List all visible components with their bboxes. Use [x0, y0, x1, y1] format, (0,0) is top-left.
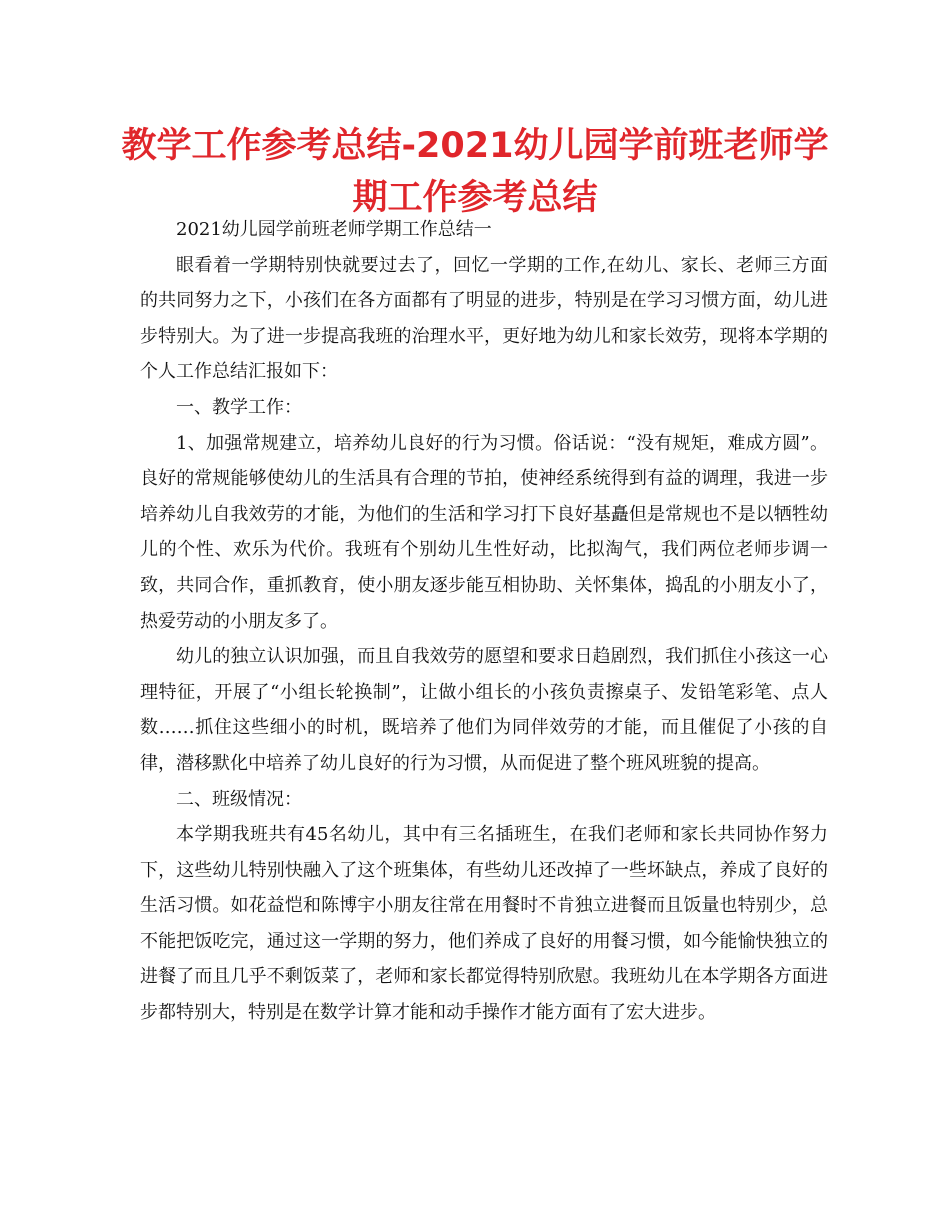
section-heading-class: 二、班级情况：: [176, 788, 302, 810]
paragraph-routine: 1、加强常规建立，培养幼儿良好的行为习惯。俗话说：“没有规矩，难成方圆”。良好的常规能够使幼儿的生活具有合理的节拍，使神经系统得到有益的调理，我进一步培养幼儿自我效劳的才能，为他们的生活和学习打下良好基矗但是常规也不是以牺牲幼儿的个性、欢乐为代价。我班有个别幼儿生性好动，比拟淘气，我们两位老师步调一致，共同合作，重抓教育，使小朋友逐步能互相协助、关怀集体，捣乱的小朋友小了，热爱劳动的小朋友多了。: [140, 432, 828, 632]
document-title: 教学工作参考总结-2021幼儿园学前班老师学期工作参考总结: [121, 126, 829, 218]
paragraph-intro: 眼看着一学期特别快就要过去了，回忆一学期的工作,在幼儿、家长、老师三方面的共同努力之下，小孩们在各方面都有了明显的进步，特别是在学习习惯方面，幼儿进步特别大。为了进一步提高我班的治理水平，更好地为幼儿和家长效劳，现将本学期的个人工作总结汇报如下：: [140, 254, 828, 383]
section-subtitle: 2021幼儿园学前班老师学期工作总结一: [176, 219, 492, 240]
document-body: [140, 212, 828, 1031]
section-heading-teaching: 一、教学工作：: [176, 396, 302, 418]
paragraph-class-situation: 本学期我班共有45名幼儿，其中有三名插班生，在我们老师和家长共同协作努力下，这些幼儿特别快融入了这个班集体，有些幼儿还改掉了一些坏缺点，养成了良好的生活习惯。如花益恺和陈博宇小朋友往常在用餐时不肯独立进餐而且饭量也特别少，总不能把饭吃完，通过这一学期的努力，他们养成了良好的用餐习惯，如今能愉快独立的进餐了而且几乎不剩饭菜了，老师和家长都觉得特别欣慰。我班幼儿在本学期各方面进步都特别大，特别是在数学计算才能和动手操作才能方面有了宏大进步。: [140, 824, 828, 1024]
paragraph-independence: 幼儿的独立认识加强，而且自我效劳的愿望和要求日趋剧烈，我们抓住小孩这一心理特征，开展了“小组长轮换制”，让做小组长的小孩负责擦桌子、发铅笔彩笔、点人数……抓住这些细小的时机，既培养了他们为同伴效劳的才能，而且催促了小孩的自律，潜移默化中培养了幼儿良好的行为习惯，从而促进了整个班风班貌的提高。: [140, 646, 828, 774]
